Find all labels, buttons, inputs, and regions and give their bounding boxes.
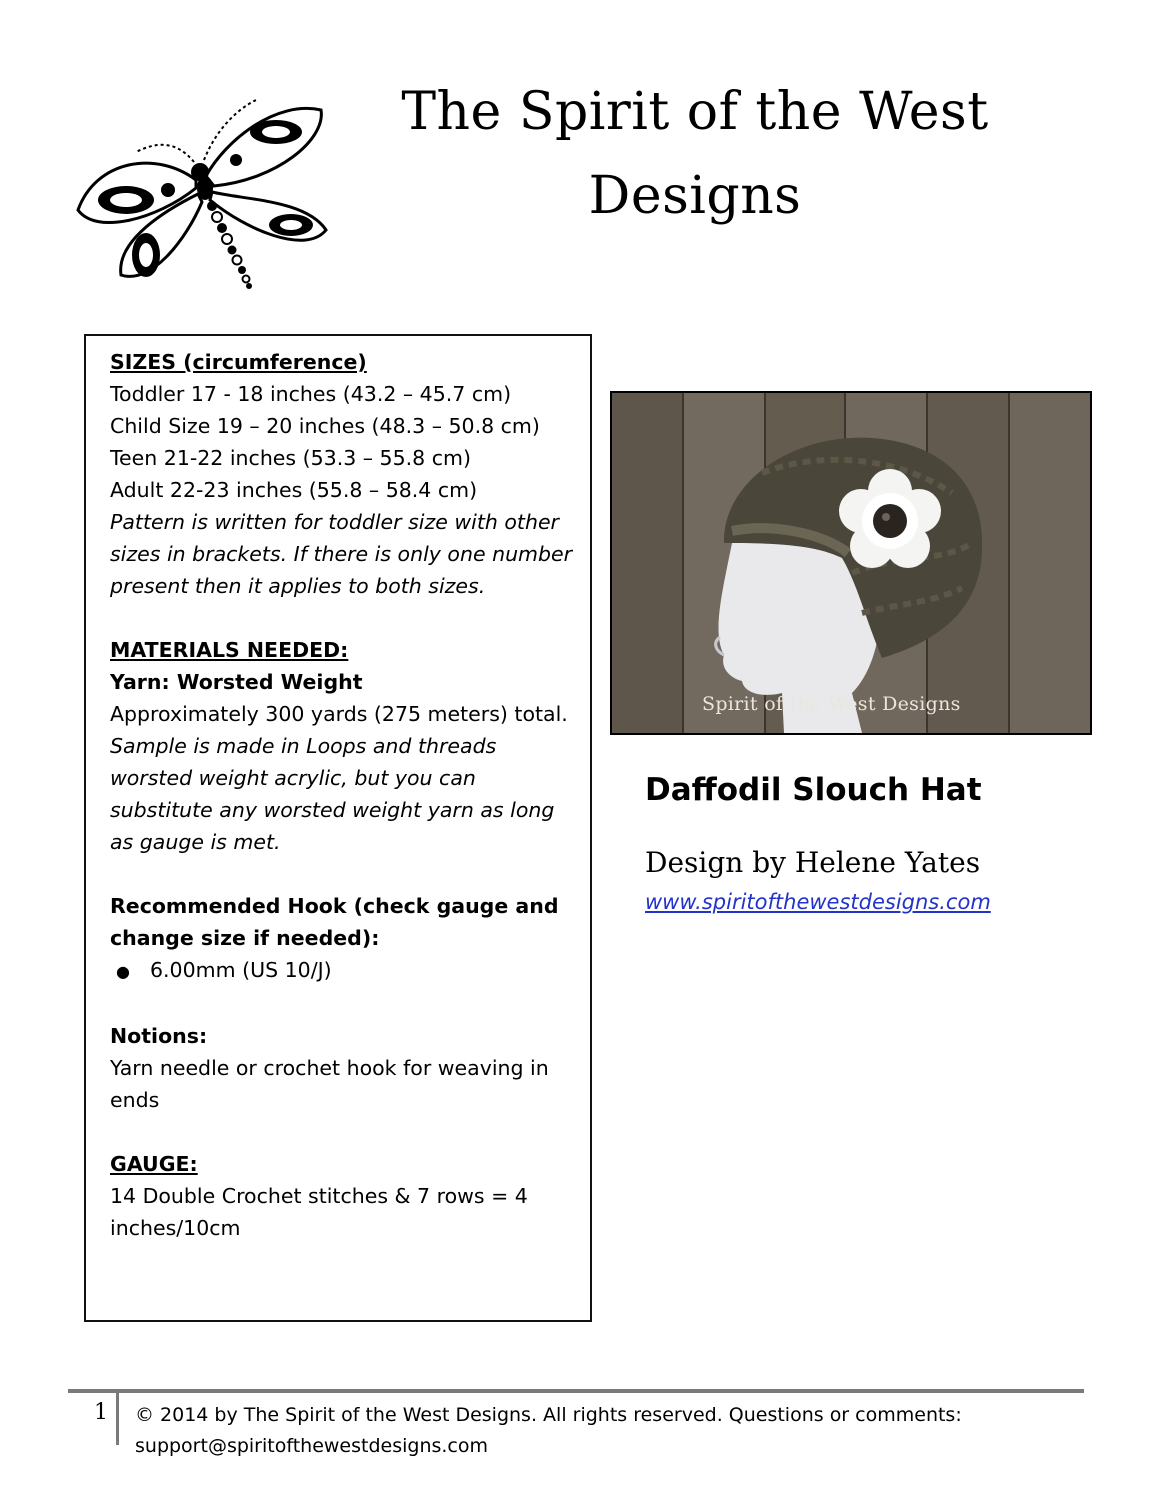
dragonfly-icon — [76, 90, 336, 290]
yarn-note: Sample is made in Loops and threads worsted weight acrylic, but you can substitute any worsted weight yarn as long as gauge is met. — [110, 734, 555, 854]
size-toddler: Toddler 17 - 18 inches (43.2 – 45.7 cm) — [110, 382, 512, 406]
dragonfly-logo — [76, 90, 336, 290]
page-number: 1 — [94, 1400, 108, 1425]
sizes-heading: SIZES (circumference) — [110, 350, 367, 374]
yarn-label: Yarn: Worsted Weight — [110, 670, 363, 694]
hat-photo-illustration — [612, 393, 1090, 733]
size-child: Child Size 19 – 20 inches (48.3 – 50.8 cm) — [110, 414, 540, 438]
hook-size-item — [110, 954, 580, 988]
footer-line1: © 2014 by The Spirit of the West Designs. All rights reserved. Questions or comments: — [135, 1404, 962, 1426]
footer-divider — [68, 1389, 1084, 1393]
size-adult: Adult 22-23 inches (55.8 – 58.4 cm) — [110, 478, 478, 502]
pattern-info-box — [84, 334, 592, 1322]
sizes-note: Pattern is written for toddler size with other sizes in brackets. If there is only one number present then it applies to both sizes. — [110, 510, 573, 598]
yarn-amount: Approximately 300 yards (275 meters) total. — [110, 702, 568, 726]
brand-title-line1: The Spirit of the West — [401, 82, 989, 142]
website-link[interactable]: www.spiritofthewestdesigns.com — [645, 890, 991, 914]
notions-text: Yarn needle or crochet hook for weaving in ends — [110, 1056, 549, 1112]
gauge-text: 14 Double Crochet stitches & 7 rows = 4 inches/10cm — [110, 1184, 528, 1240]
product-title: Daffodil Slouch Hat — [645, 772, 982, 808]
footer-email[interactable]: support@spiritofthewestdesigns.com — [135, 1435, 489, 1457]
bullet-icon: ● — [116, 962, 130, 981]
brand-title-line2: Designs — [588, 166, 802, 226]
hook-heading: Recommended Hook (check gauge and change size if needed): — [110, 894, 559, 950]
product-photo — [610, 391, 1092, 735]
footer-copyright — [135, 1400, 1080, 1462]
designer-credit: Design by Helene Yates — [645, 846, 981, 879]
brand-title — [330, 70, 1060, 238]
hook-size: 6.00mm (US 10/J) — [150, 958, 332, 982]
gauge-heading: GAUGE: — [110, 1152, 198, 1176]
notions-heading: Notions: — [110, 1024, 208, 1048]
footer-vertical-divider — [116, 1393, 119, 1445]
photo-watermark: Spirit of the West Designs — [702, 693, 961, 715]
materials-heading: MATERIALS NEEDED: — [110, 638, 349, 662]
size-teen: Teen 21-22 inches (53.3 – 55.8 cm) — [110, 446, 471, 470]
